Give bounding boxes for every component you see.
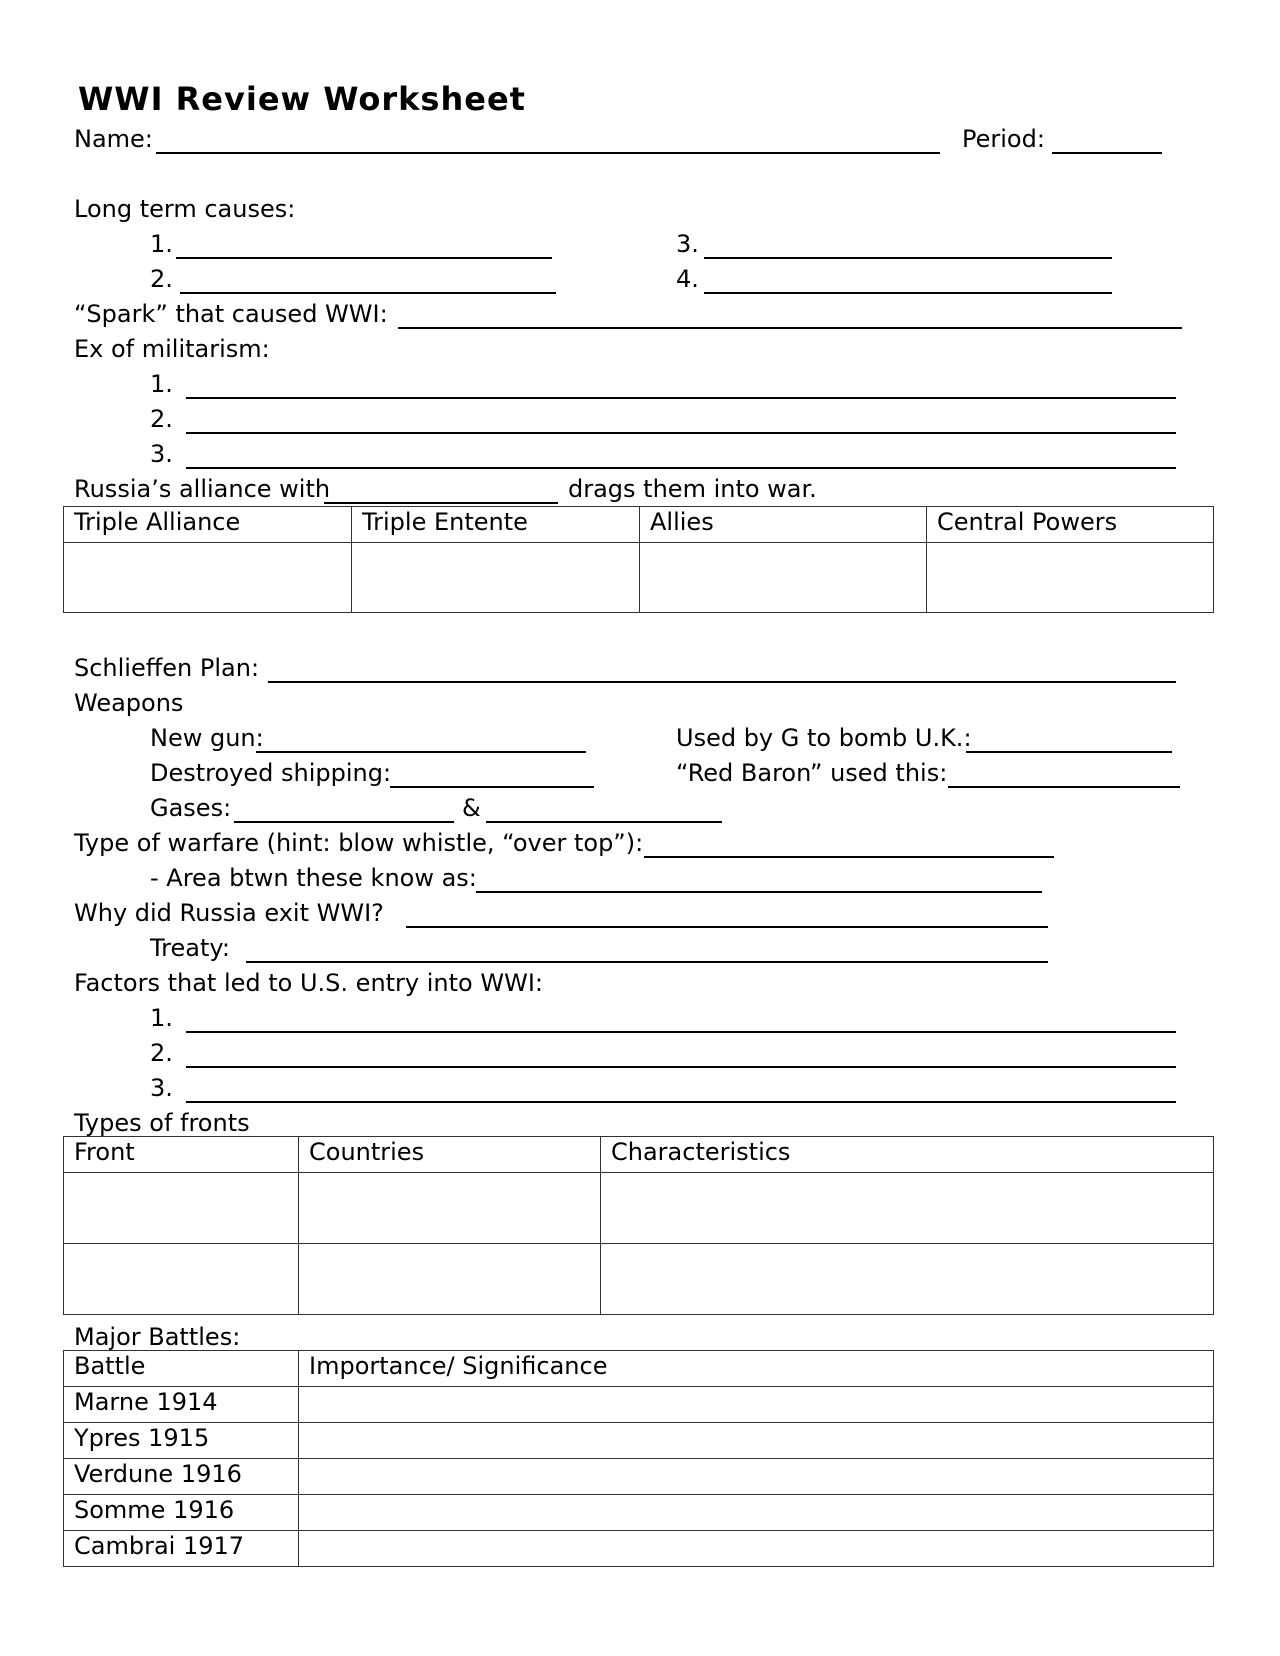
battle-name: Marne 1914 <box>64 1387 299 1423</box>
new-gun-field[interactable] <box>256 751 586 753</box>
russia-exit-label: Why did Russia exit WWI? <box>74 899 384 927</box>
spark-field[interactable] <box>398 327 1182 329</box>
schlieffen-label: Schlieffen Plan: <box>74 654 260 682</box>
cause-3-number: 3. <box>676 230 699 258</box>
long-term-causes-label: Long term causes: <box>74 195 296 223</box>
cause-4-field[interactable] <box>704 292 1112 294</box>
new-gun-label: New gun: <box>150 724 264 752</box>
battle-importance-cell[interactable] <box>299 1495 1214 1531</box>
fronts-cell[interactable] <box>64 1173 299 1244</box>
alliances-cell[interactable] <box>64 543 352 613</box>
cause-3-field[interactable] <box>704 257 1112 259</box>
gas-2-field[interactable] <box>486 821 722 823</box>
treaty-label: Treaty: <box>150 934 230 962</box>
alliances-header-central-powers: Central Powers <box>927 507 1214 543</box>
name-label: Name: <box>74 125 153 153</box>
page-title: WWI Review Worksheet <box>78 80 526 118</box>
cause-2-field[interactable] <box>180 292 556 294</box>
fronts-header-countries: Countries <box>299 1137 601 1173</box>
battle-importance-cell[interactable] <box>299 1459 1214 1495</box>
warfare-field[interactable] <box>644 856 1054 858</box>
treaty-field[interactable] <box>246 961 1048 963</box>
shipping-field[interactable] <box>390 786 594 788</box>
fronts-cell[interactable] <box>299 1244 601 1315</box>
militarism-2-field[interactable] <box>186 432 1176 434</box>
cause-1-number: 1. <box>150 230 173 258</box>
battle-importance-cell[interactable] <box>299 1387 1214 1423</box>
militarism-3-number: 3. <box>150 440 173 468</box>
alliances-cell[interactable] <box>640 543 927 613</box>
militarism-2-number: 2. <box>150 405 173 433</box>
battle-name: Verdune 1916 <box>64 1459 299 1495</box>
gas-1-field[interactable] <box>234 821 454 823</box>
russia-alliance-text-before: Russia’s alliance with <box>74 475 331 503</box>
bomb-uk-field[interactable] <box>966 751 1172 753</box>
schlieffen-field[interactable] <box>268 681 1176 683</box>
us-entry-2-field[interactable] <box>186 1066 1176 1068</box>
fronts-label: Types of fronts <box>74 1109 250 1137</box>
militarism-label: Ex of militarism: <box>74 335 270 363</box>
battle-name: Somme 1916 <box>64 1495 299 1531</box>
cause-4-number: 4. <box>676 265 699 293</box>
battle-name: Cambrai 1917 <box>64 1531 299 1567</box>
battles-label: Major Battles: <box>74 1323 241 1351</box>
battles-header-importance: Importance/ Significance <box>299 1351 1214 1387</box>
spark-label: “Spark” that caused WWI: <box>74 300 388 328</box>
alliances-cell[interactable] <box>927 543 1214 613</box>
area-label: - Area btwn these know as: <box>150 864 477 892</box>
area-field[interactable] <box>476 891 1042 893</box>
red-baron-field[interactable] <box>948 786 1180 788</box>
us-entry-label: Factors that led to U.S. entry into WWI: <box>74 969 543 997</box>
fronts-table <box>63 1136 1214 1315</box>
battle-importance-cell[interactable] <box>299 1423 1214 1459</box>
us-entry-2-number: 2. <box>150 1039 173 1067</box>
fronts-cell[interactable] <box>601 1173 1214 1244</box>
us-entry-3-field[interactable] <box>186 1101 1176 1103</box>
fronts-cell[interactable] <box>601 1244 1214 1315</box>
us-entry-1-field[interactable] <box>186 1031 1176 1033</box>
militarism-1-number: 1. <box>150 370 173 398</box>
weapons-label: Weapons <box>74 689 184 717</box>
bomb-uk-label: Used by G to bomb U.K.: <box>676 724 972 752</box>
period-label: Period: <box>962 125 1045 153</box>
gases-label: Gases: <box>150 794 232 822</box>
fronts-header-characteristics: Characteristics <box>601 1137 1214 1173</box>
russia-exit-field[interactable] <box>406 926 1048 928</box>
russia-alliance-text-after: drags them into war. <box>568 475 817 503</box>
alliances-header-allies: Allies <box>640 507 927 543</box>
name-field[interactable] <box>156 152 940 154</box>
red-baron-label: “Red Baron” used this: <box>676 759 948 787</box>
alliances-header-triple-alliance: Triple Alliance <box>64 507 352 543</box>
battle-name: Ypres 1915 <box>64 1423 299 1459</box>
period-field[interactable] <box>1052 152 1162 154</box>
gases-ampersand: & <box>462 794 481 822</box>
alliances-cell[interactable] <box>352 543 640 613</box>
us-entry-3-number: 3. <box>150 1074 173 1102</box>
russia-alliance-field[interactable] <box>324 502 558 504</box>
alliances-header-triple-entente: Triple Entente <box>352 507 640 543</box>
battles-table <box>63 1350 1214 1567</box>
fronts-cell[interactable] <box>299 1173 601 1244</box>
cause-2-number: 2. <box>150 265 173 293</box>
militarism-3-field[interactable] <box>186 467 1176 469</box>
cause-1-field[interactable] <box>176 257 552 259</box>
fronts-header-front: Front <box>64 1137 299 1173</box>
fronts-cell[interactable] <box>64 1244 299 1315</box>
militarism-1-field[interactable] <box>186 397 1176 399</box>
battles-header-battle: Battle <box>64 1351 299 1387</box>
shipping-label: Destroyed shipping: <box>150 759 392 787</box>
warfare-label: Type of warfare (hint: blow whistle, “over top”): <box>74 829 644 857</box>
us-entry-1-number: 1. <box>150 1004 173 1032</box>
alliances-table <box>63 506 1214 613</box>
battle-importance-cell[interactable] <box>299 1531 1214 1567</box>
